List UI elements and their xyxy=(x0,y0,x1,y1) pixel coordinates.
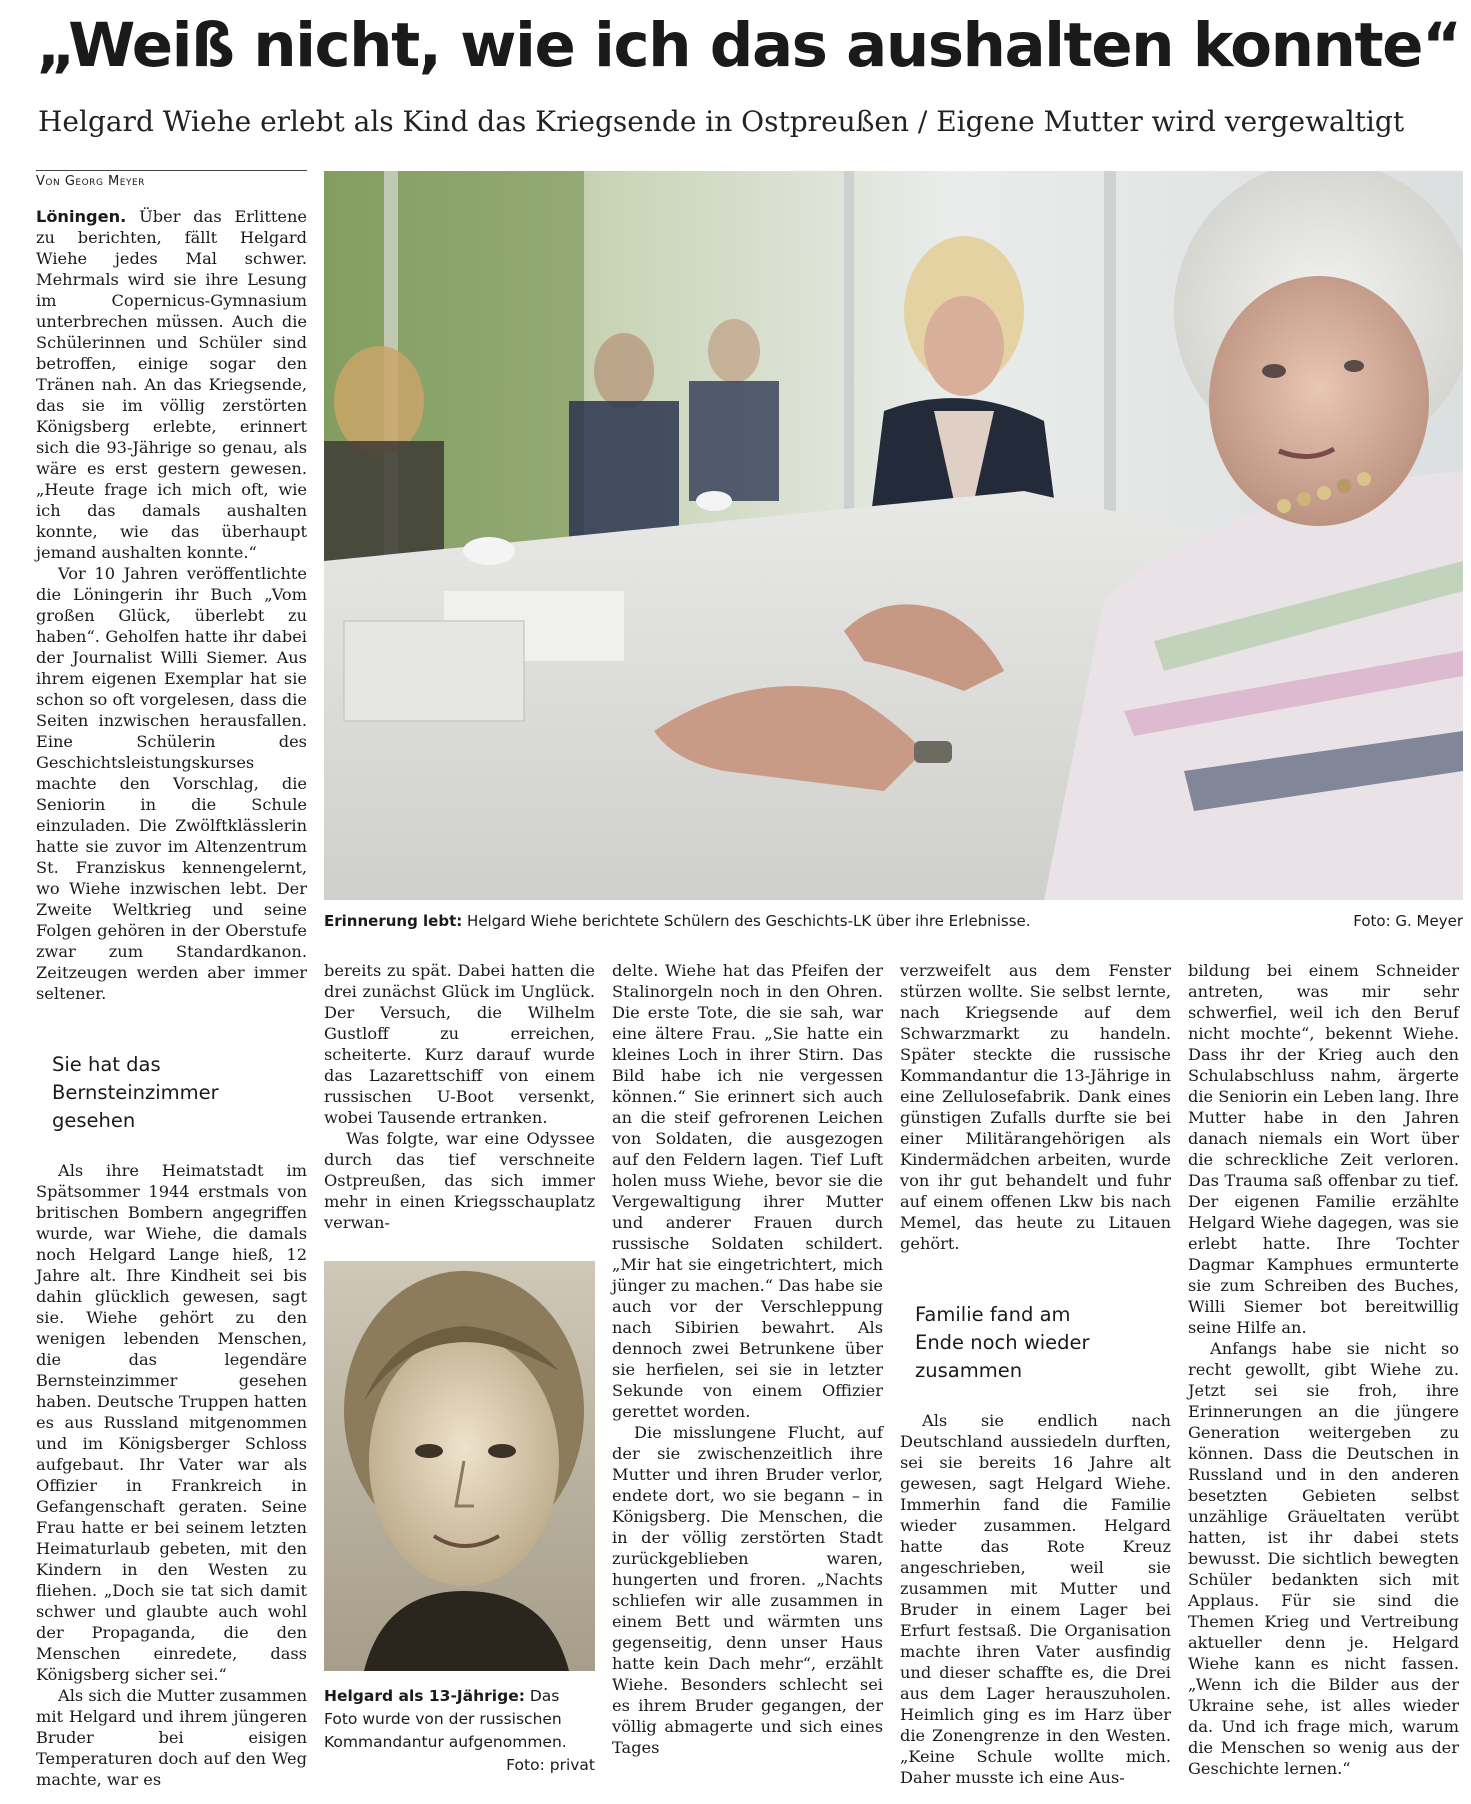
portrait-photo xyxy=(324,1261,595,1671)
dateline: Löningen. xyxy=(36,207,127,226)
main-photo xyxy=(324,171,1463,900)
byline-rule xyxy=(36,170,307,171)
paragraph: delte. Wiehe hat das Pfeifen der Stalinorgeln noch in den Ohren. Die erste Tote, die sie sah, war eine ältere Frau. „Sie hatte ein kleines Loch in ihrer Stirn. Das Bild habe ich nie vergessen können.“ Sie erinnert sich auch an die steif gefrorenen Leichen von Soldaten, die ausgezogen auf den Feldern lagen. Tief Luft holen muss Wiehe, bevor sie die Vergewaltigung ihrer Mutter und anderer Frauen durch russische Soldaten schildert. „Mir hat sie eingetrichtert, mich jünger zu machen.“ Das habe sie auch vor der Verschleppung nach Sibirien bewahrt. Als dennoch zwei Betrunkene über sie herfielen, sei sie in letzter Sekunde von einem Offizier gerettet worden. xyxy=(612,961,883,1421)
main-photo-image xyxy=(324,171,1463,900)
caption-text: Helgard Wiehe berichtete Schülern des Geschichts-LK über ihre Erlebnisse. xyxy=(467,912,1031,930)
column-4-bottom xyxy=(900,1410,1171,1788)
subhead-bernsteinzimmer: Sie hat das Bernsteinzimmer gesehen xyxy=(52,1053,219,1132)
paragraph: bereits zu spät. Dabei hatten die drei zunächst Glück im Unglück. Der Versuch, die Wilhelm Gustloff zu erreichen, scheiterte. Kurz darauf wurde das Lazarettschiff von einem russischen U-Boot versenkt, wobei Tausende ertranken. xyxy=(324,961,595,1127)
column-2 xyxy=(324,960,595,1233)
paragraph: Als ihre Heimatstadt im Spätsommer 1944 erstmals von britischen Bombern angegriffen wurde, war Wiehe, die damals noch Helgard Lange hieß, 12 Jahre alt. Ihre Kindheit sei bis dahin glücklich gewesen, sagt sie. Wiehe gehört zu den wenigen lebenden Menschen, die das legendäre Bernsteinzimmer gesehen haben. Deutsche Truppen hatten es aus Russland mitgenommen und im Königsberger Schloss aufgebaut. Ihr Vater war als Offizier in Frankreich in Gefangenschaft geraten. Seine Frau hatte er bei seinem letzten Heimaturlaub gebeten, mit den Kindern in den Westen zu fliehen. „Doch sie tat sich damit schwer und glaubte auch wohl der Propaganda, die den Menschen einredete, dass Königsberg sicher sei.“ xyxy=(36,1161,307,1684)
paragraph: Vor 10 Jahren veröffentlichte die Löningerin ihr Buch „Vom großen Glück, überlebt zu haben“. Geholfen hatte ihr dabei der Journalist Willi Siemer. Aus ihrem eigenen Exemplar hat sie schon so oft vorgelesen, dass die Seiten inzwischen herausfallen. Eine Schülerin des Geschichtsleistungskurses machte den Vorschlag, die Seniorin in die Schule einzuladen. Die Zwölftklässlerin hatte sie zuvor im Altenzentrum St. Franziskus kennengelernt, wo Wiehe inzwischen lebt. Der Zweite Weltkrieg und seine Folgen gehören in der Oberstufe zwar zum Standardkanon. Zeitzeugen werden aber immer seltener. xyxy=(36,564,307,1003)
column-4 xyxy=(900,960,1171,1254)
paragraph: bildung bei einem Schneider antreten, was mir sehr schwerfiel, weil ich den Beruf nicht mochte“, bekennt Wiehe. Dass ihr der Krieg auch den Schulabschluss nahm, ärgerte die Seniorin ein Leben lang. Ihre Mutter habe in den Jahren danach niemals ein Wort über die schreckliche Zeit verloren. Das Trauma saß offenbar zu tief. Der eigenen Familie erzählte Helgard Wiehe dagegen, was sie erlebt hatte. Ihre Tochter Dagmar Kamphues ermunterte sie zum Schreiben des Buches, Willi Siemer bot bereitwillig seine Hilfe an. xyxy=(1188,961,1459,1337)
paragraph: Als sich die Mutter zusammen mit Helgard und ihrem jüngeren Bruder bei eisigen Temperaturen doch auf den Weg machte, war es xyxy=(36,1686,307,1789)
column-5 xyxy=(1188,960,1459,1779)
paragraph: Anfangs habe sie nicht so recht gewollt, gibt Wiehe zu. Jetzt sei sie froh, ihre Erinnerungen an die jüngere Generation weitergeben zu können. Dass die Deutschen in Russland und in den anderen besetzten Gebieten selbst unzählige Gräueltaten verübt hatten, ist ihr dabei stets bewusst. Die sichtlich bewegten Schüler bedankten sich mit Applaus. Für sie sind die Themen Krieg und Vertreibung aktueller denn je. Helgard Wiehe kann es nicht fassen. „Wenn ich die Bilder aus der Ukraine sehe, ist alles wieder da. Und ich frage mich, warum die Menschen so wenig aus der Geschichte lernen.“ xyxy=(1188,1339,1459,1778)
paragraph-text: Über das Erlittene zu berichten, fällt Helgard Wiehe jedes Mal schwer. Mehrmals wird sie ihre Lesung im Copernicus-Gymnasium unterbrechen müssen. Auch die Schülerinnen und Schüler sind betroffen, einige sogar den Tränen nah. An das Kriegsende, das sie im völlig zerstörten Königsberg erlebte, erinnert sich die 93-Jährige so genau, als wäre es erst gestern gewesen. „Heute frage ich mich oft, wie ich das damals aushalten konnte, wie das überhaupt jemand aushalten konnte.“ xyxy=(36,207,307,562)
paragraph: Was folgte, war eine Odyssee durch das tief verschneite Ostpreußen, das sich immer mehr in einen Kriegsschauplatz verwan- xyxy=(324,1129,595,1232)
byline: Von Georg Meyer xyxy=(36,174,145,189)
paragraph: Die misslungene Flucht, auf der sie zwischenzeitlich ihre Mutter und ihren Bruder verlor, endete dort, wo sie begann – in Königsberg. Die Menschen, die in der völlig zerstörten Stadt zurückgeblieben waren, hungerten und froren. „Nachts schliefen wir alle zusammen in einem Bett und wärmten uns gegenseitig, denn unser Haus hatte kein Dach mehr“, erzählt Wiehe. Besonders schlecht sei es ihrem Bruder gegangen, der völlig abmagerte und sich eines Tages xyxy=(612,1423,883,1757)
column-1-bottom xyxy=(36,1160,307,1790)
column-3 xyxy=(612,960,883,1758)
column-1-top xyxy=(36,206,307,1004)
paragraph: Als sie endlich nach Deutschland aussiedeln durften, sei sie bereits 16 Jahre alt gewesen, sagt Helgard Wiehe. Immerhin fand die Familie wieder zusammen. Helgard hatte das Rote Kreuz angeschrieben, weil sie zusammen mit Mutter und Bruder in einem Lager bei Erfurt festsaß. Die Organisation machte ihren Vater ausfindig und dieser schaffte es, die Drei aus dem Lager herauszuholen. Heimlich ging es im Harz über die Zonengrenze in den Westen. „Keine Schule wollte mich. Daher musste ich eine Aus- xyxy=(900,1411,1171,1787)
paragraph: verzweifelt aus dem Fenster stürzen wollte. Sie selbst lernte, nach Kriegsende auf dem Schwarzmarkt zu handeln. Später steckte die russische Kommandantur die 13-Jährige in eine Zellulosefabrik. Dank eines günstigen Zufalls durfte sie bei einer Militärangehörigen als Kindermädchen arbeiten, wurde von ihr gut behandelt und fuhr auf einem offenen Lkw bis nach Memel, das heute zu Litauen gehört. xyxy=(900,961,1171,1253)
paragraph xyxy=(36,206,307,563)
photo-credit: Foto: G. Meyer xyxy=(1353,912,1463,930)
portrait-photo-caption xyxy=(324,1685,595,1777)
caption-text: Das Foto wurde von der russischen Kommandantur aufgenommen. xyxy=(324,1687,567,1751)
subheadline: Helgard Wiehe erlebt als Kind das Kriegsende in Ostpreußen / Eigene Mutter wird vergewaltigt xyxy=(38,105,1405,138)
caption-lead: Erinnerung lebt: xyxy=(324,912,463,930)
main-photo-caption xyxy=(324,910,1463,932)
photo-credit: Foto: privat xyxy=(506,1756,595,1774)
caption-lead: Helgard als 13-Jährige: xyxy=(324,1687,525,1705)
portrait-photo-image xyxy=(324,1261,595,1671)
subhead-familie: Familie fand am Ende noch wieder zusammen xyxy=(915,1303,1090,1382)
headline: „Weiß nicht, wie ich das aushalten konnte“ xyxy=(36,10,1461,81)
